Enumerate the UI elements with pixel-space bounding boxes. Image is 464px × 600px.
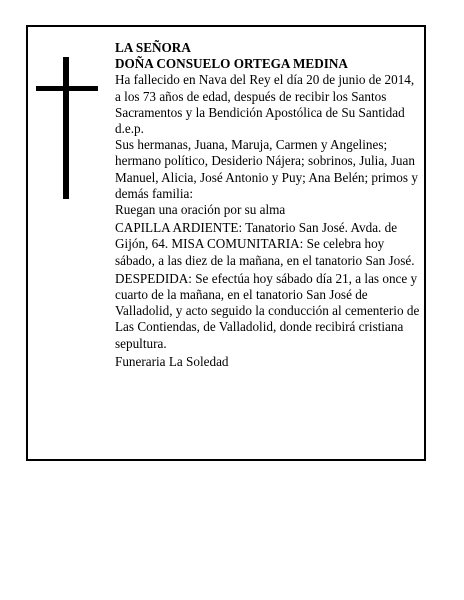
- farewell-info: DESPEDIDA: Se efectúa hoy sábado día 21, a las once y cuarto de la mañana, en el tanatorio San José de Valladolid, y acto seguido la conducción al cementerio de Las Contiendas, de Valladolid, donde recibirá cristiana sepultura.: [115, 270, 420, 351]
- chapel-and-mass-info: CAPILLA ARDIENTE: Tanatorio San José. Avda. de Gijón, 64. MISA COMUNITARIA: Se celebra hoy sábado, a las diez de la mañana, en el tanatorio San José.: [115, 220, 415, 268]
- death-announcement: Ha fallecido en Nava del Rey el día 20 de junio de 2014, a los 73 años de edad, después de recibir los Santos Sacramentos y la Bendición Apostólica de Su Santidad: [115, 72, 415, 120]
- obituary-notice: [26, 25, 426, 461]
- deceased-name: DOÑA CONSUELO ORTEGA MEDINA: [115, 56, 348, 72]
- family-mourners: Sus hermanas, Juana, Maruja, Carmen y Angelines; hermano político, Desiderio Nájera; sobrinos, Julia, Juan Manuel, Alicia, José Antonio y Puy; Ana Belén; primos y demás familia:: [115, 137, 418, 201]
- prayer-request: Ruegan una oración por su alma: [115, 202, 286, 218]
- cross-horizontal-bar: [36, 86, 98, 91]
- dep-line: d.e.p.: [115, 121, 144, 137]
- cross-vertical-bar: [63, 57, 69, 199]
- funeral-home: Funeraria La Soledad: [115, 353, 229, 369]
- latin-cross-icon: [36, 57, 98, 199]
- notice-body: [115, 40, 420, 370]
- notice-title: LA SEÑORA: [115, 40, 191, 55]
